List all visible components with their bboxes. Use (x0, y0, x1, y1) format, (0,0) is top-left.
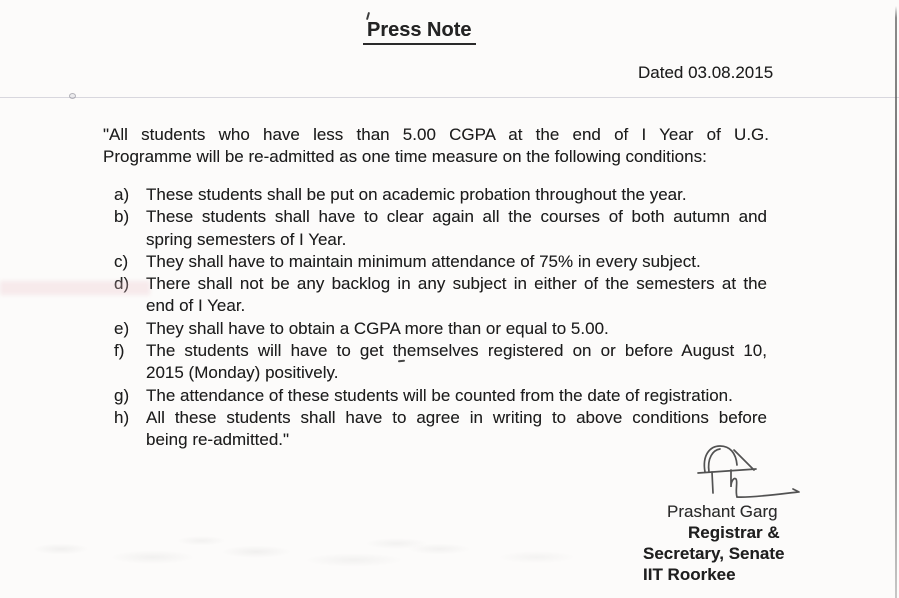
scan-right-edge-line (895, 6, 897, 598)
intro-paragraph (103, 124, 769, 169)
condition-text-line: being re-admitted." (146, 430, 290, 450)
condition-label: a) (114, 185, 130, 204)
condition-text-line: They shall have to maintain minimum attendance of 75% in every subject. (146, 251, 701, 271)
condition-item (114, 251, 769, 273)
signatory-name: Prashant Garg (667, 502, 778, 521)
condition-item (114, 184, 769, 206)
condition-text-line: 2015 (Monday) positively. (146, 363, 339, 383)
condition-text-line: end of I Year. (146, 296, 246, 316)
date-line: Dated 03.08.2015 (638, 63, 774, 82)
condition-lines (146, 385, 767, 407)
signatory-designation-1: Registrar & (688, 523, 780, 542)
condition-item (114, 385, 769, 407)
page-title: Press Note (363, 19, 476, 45)
condition-label: b) (114, 207, 130, 227)
condition-lines (146, 206, 767, 251)
condition-text-line: These students shall be put on academic probation throughout the year. (146, 185, 687, 204)
condition-lines (146, 273, 767, 318)
condition-label: g) (114, 385, 130, 405)
scan-speck (69, 93, 76, 99)
condition-label: f) (114, 341, 125, 361)
condition-label: e) (114, 318, 130, 338)
scan-horizontal-line (0, 97, 899, 98)
condition-text-line: The attendance of these students will be counted from the date of registration. (146, 385, 733, 405)
condition-item (114, 407, 769, 452)
conditions-list (114, 184, 769, 452)
condition-item (114, 206, 769, 251)
condition-lines (146, 407, 767, 452)
condition-text-line: The students will have to get themselves registered on or before August 10, (146, 341, 767, 361)
intro-line: "All students who have less than 5.00 CGPA at the end of I Year of U.G. (103, 125, 769, 144)
condition-item (114, 318, 769, 340)
condition-lines (146, 318, 767, 340)
condition-label: c) (114, 251, 129, 271)
condition-lines (146, 251, 767, 273)
intro-line: Programme will be re-admitted as one time measure on the following conditions: (103, 147, 707, 167)
condition-label: d) (114, 274, 130, 294)
condition-item (114, 340, 769, 385)
signatory-designation-3: IIT Roorkee (643, 565, 736, 584)
condition-text-line: spring semesters of I Year. (146, 229, 347, 249)
condition-lines (146, 340, 767, 385)
condition-label: h) (114, 407, 130, 427)
handwritten-signature (690, 441, 808, 503)
condition-text-line: These students shall have to clear again all the courses of both autumn and (146, 207, 767, 227)
scan-pink-band (0, 281, 150, 295)
condition-text-line: All these students shall have to agree in writing to above conditions before (146, 407, 767, 427)
signatory-designation-2: Secretary, Senate (643, 544, 785, 563)
condition-item (114, 273, 769, 318)
scan-noise-texture (0, 527, 610, 582)
condition-text-line: They shall have to obtain a CGPA more than or equal to 5.00. (146, 318, 609, 338)
condition-lines (146, 184, 767, 206)
condition-text-line: There shall not be any backlog in any subject in either of the semesters at the (146, 274, 767, 294)
